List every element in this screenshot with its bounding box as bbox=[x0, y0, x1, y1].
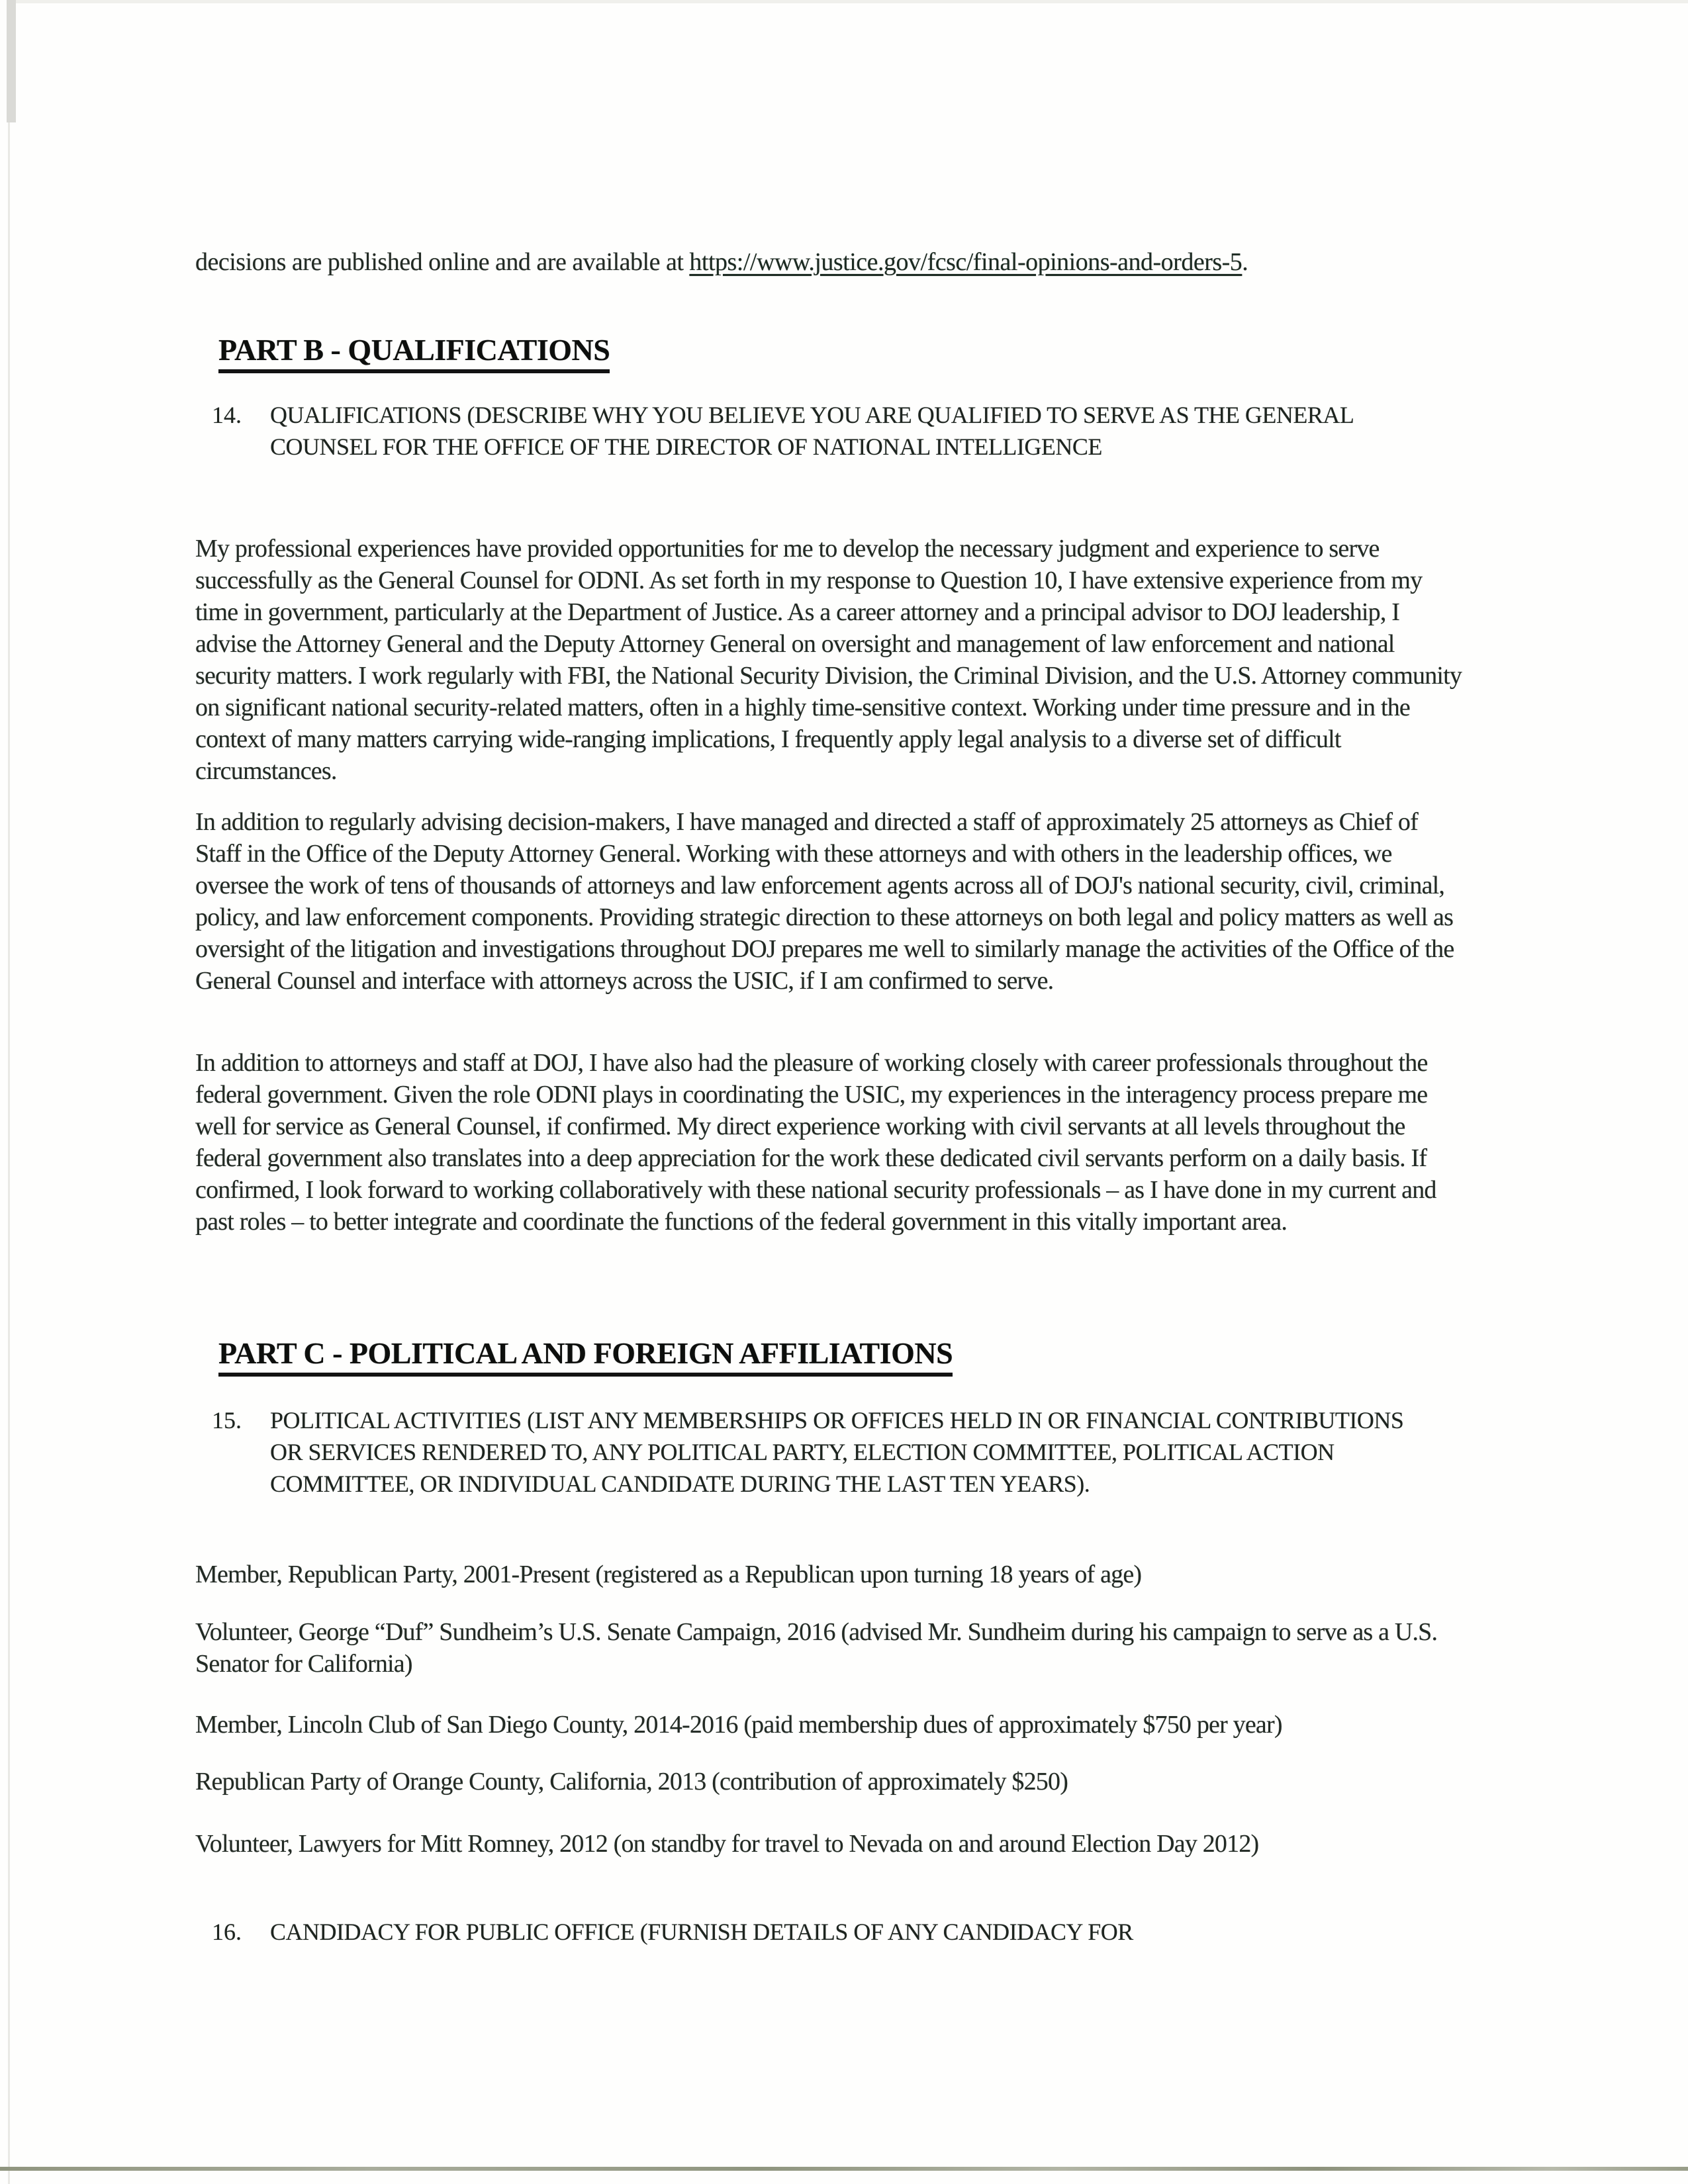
part-b-heading: PART B - QUALIFICATIONS bbox=[218, 332, 610, 373]
answer-paragraph-2: In addition to regularly advising decision-makers, I have managed and directed a staff of approximately 25 attorneys as Chief of Staff in the Office of the Deputy Attorney General. Working with these attorneys and with others in the leadership offices, we oversee the work of tens of thousands of attorneys and law enforcement agents across all of DOJ's national security, civil, criminal, policy, and law enforcement components. Providing strategic direction to these attorneys on both legal and policy matters as well as oversight of the litigation and investigations throughout DOJ prepares me well to similarly manage the activities of the Office of the General Counsel and interface with attorneys across the USIC, if I am confirmed to serve. bbox=[195, 808, 1454, 995]
justice-gov-link[interactable]: https://www.justice.gov/fcsc/final-opinions-and-orders-5 bbox=[689, 248, 1243, 276]
question-14 bbox=[212, 399, 1435, 463]
question-14-text: QUALIFICATIONS (DESCRIBE WHY YOU BELIEVE YOU ARE QUALIFIED TO SERVE AS THE GENERAL COUNSEL FOR THE OFFICE OF THE DIRECTOR OF NATIONAL INTELLIGENCE bbox=[270, 402, 1354, 460]
political-activity-item: Member, Republican Party, 2001-Present (registered as a Republican upon turning 18 years of age) bbox=[195, 1561, 1142, 1588]
question-16 bbox=[212, 1916, 1528, 1948]
question-15 bbox=[212, 1404, 1435, 1500]
intro-line bbox=[195, 246, 1493, 278]
part-c-heading: PART C - POLITICAL AND FOREIGN AFFILIATIONS bbox=[218, 1336, 953, 1377]
intro-text-before-link: decisions are published online and are available at bbox=[195, 248, 690, 276]
question-15-text: POLITICAL ACTIVITIES (LIST ANY MEMBERSHIPS OR OFFICES HELD IN OR FINANCIAL CONTRIBUTIONS OR SERVICES RENDERED TO, ANY POLITICAL PARTY, ELECTION COMMITTEE, POLITICAL ACTION COMMITTEE, OR INDIVIDUAL CANDIDATE DURING THE LAST TEN YEARS). bbox=[270, 1407, 1404, 1497]
political-activity-item: Member, Lincoln Club of San Diego County, 2014-2016 (paid membership dues of approximately $750 per year) bbox=[195, 1711, 1282, 1739]
political-activity-item: Volunteer, George “Duf” Sundheim’s U.S. Senate Campaign, 2016 (advised Mr. Sundheim during his campaign to serve as a U.S. Senator for California) bbox=[195, 1618, 1438, 1678]
part-b-section-header bbox=[218, 332, 610, 373]
question-16-number: 16. bbox=[212, 1919, 242, 1945]
question-16-text: CANDIDACY FOR PUBLIC OFFICE (FURNISH DETAILS OF ANY CANDIDACY FOR bbox=[270, 1919, 1133, 1945]
intro-text-after-link: . bbox=[1242, 248, 1248, 276]
answer-paragraph-3: In addition to attorneys and staff at DOJ, I have also had the pleasure of working closely with career professionals throughout the federal government. Given the role ODNI plays in coordinating the USIC, my experiences in the interagency process prepare me well for service as General Counsel, if confirmed. My direct experience working with civil servants at all levels throughout the federal government also translates into a deep appreciation for the work these dedicated civil servants perform on a daily basis. If confirmed, I look forward to working collaboratively with these national security professionals – as I have done in my current and past roles – to better integrate and coordinate the functions of the federal government in this vitally important area. bbox=[195, 1049, 1436, 1236]
political-activity-item: Republican Party of Orange County, California, 2013 (contribution of approximately $250) bbox=[195, 1768, 1068, 1796]
answer-paragraph-1: My professional experiences have provided opportunities for me to develop the necessary judgment and experience to serve successfully as the General Counsel for ODNI. As set forth in my response to Question 10, I have extensive experience from my time in government, particularly at the Department of Justice. As a career attorney and a principal advisor to DOJ leadership, I advise the Attorney General and the Deputy Attorney General on oversight and management of law enforcement and national security matters. I work regularly with FBI, the National Security Division, the Criminal Division, and the U.S. Attorney community on significant national security-related matters, often in a highly time-sensitive context. Working under time pressure and in the context of many matters carrying wide-ranging implications, I frequently apply legal analysis to a diverse set of difficult circumstances. bbox=[195, 535, 1462, 785]
scan-artifact-left-edge bbox=[8, 0, 10, 2184]
scan-artifact-top-left-corner bbox=[7, 0, 16, 122]
question-15-number: 15. bbox=[212, 1407, 242, 1433]
political-activity-item: Volunteer, Lawyers for Mitt Romney, 2012 (on standby for travel to Nevada on and around Election Day 2012) bbox=[195, 1830, 1259, 1858]
scan-artifact-bottom-edge bbox=[0, 2167, 1688, 2171]
question-14-number: 14. bbox=[212, 402, 242, 428]
part-c-section-header bbox=[218, 1336, 953, 1377]
scan-artifact-top-edge bbox=[13, 0, 1688, 3]
